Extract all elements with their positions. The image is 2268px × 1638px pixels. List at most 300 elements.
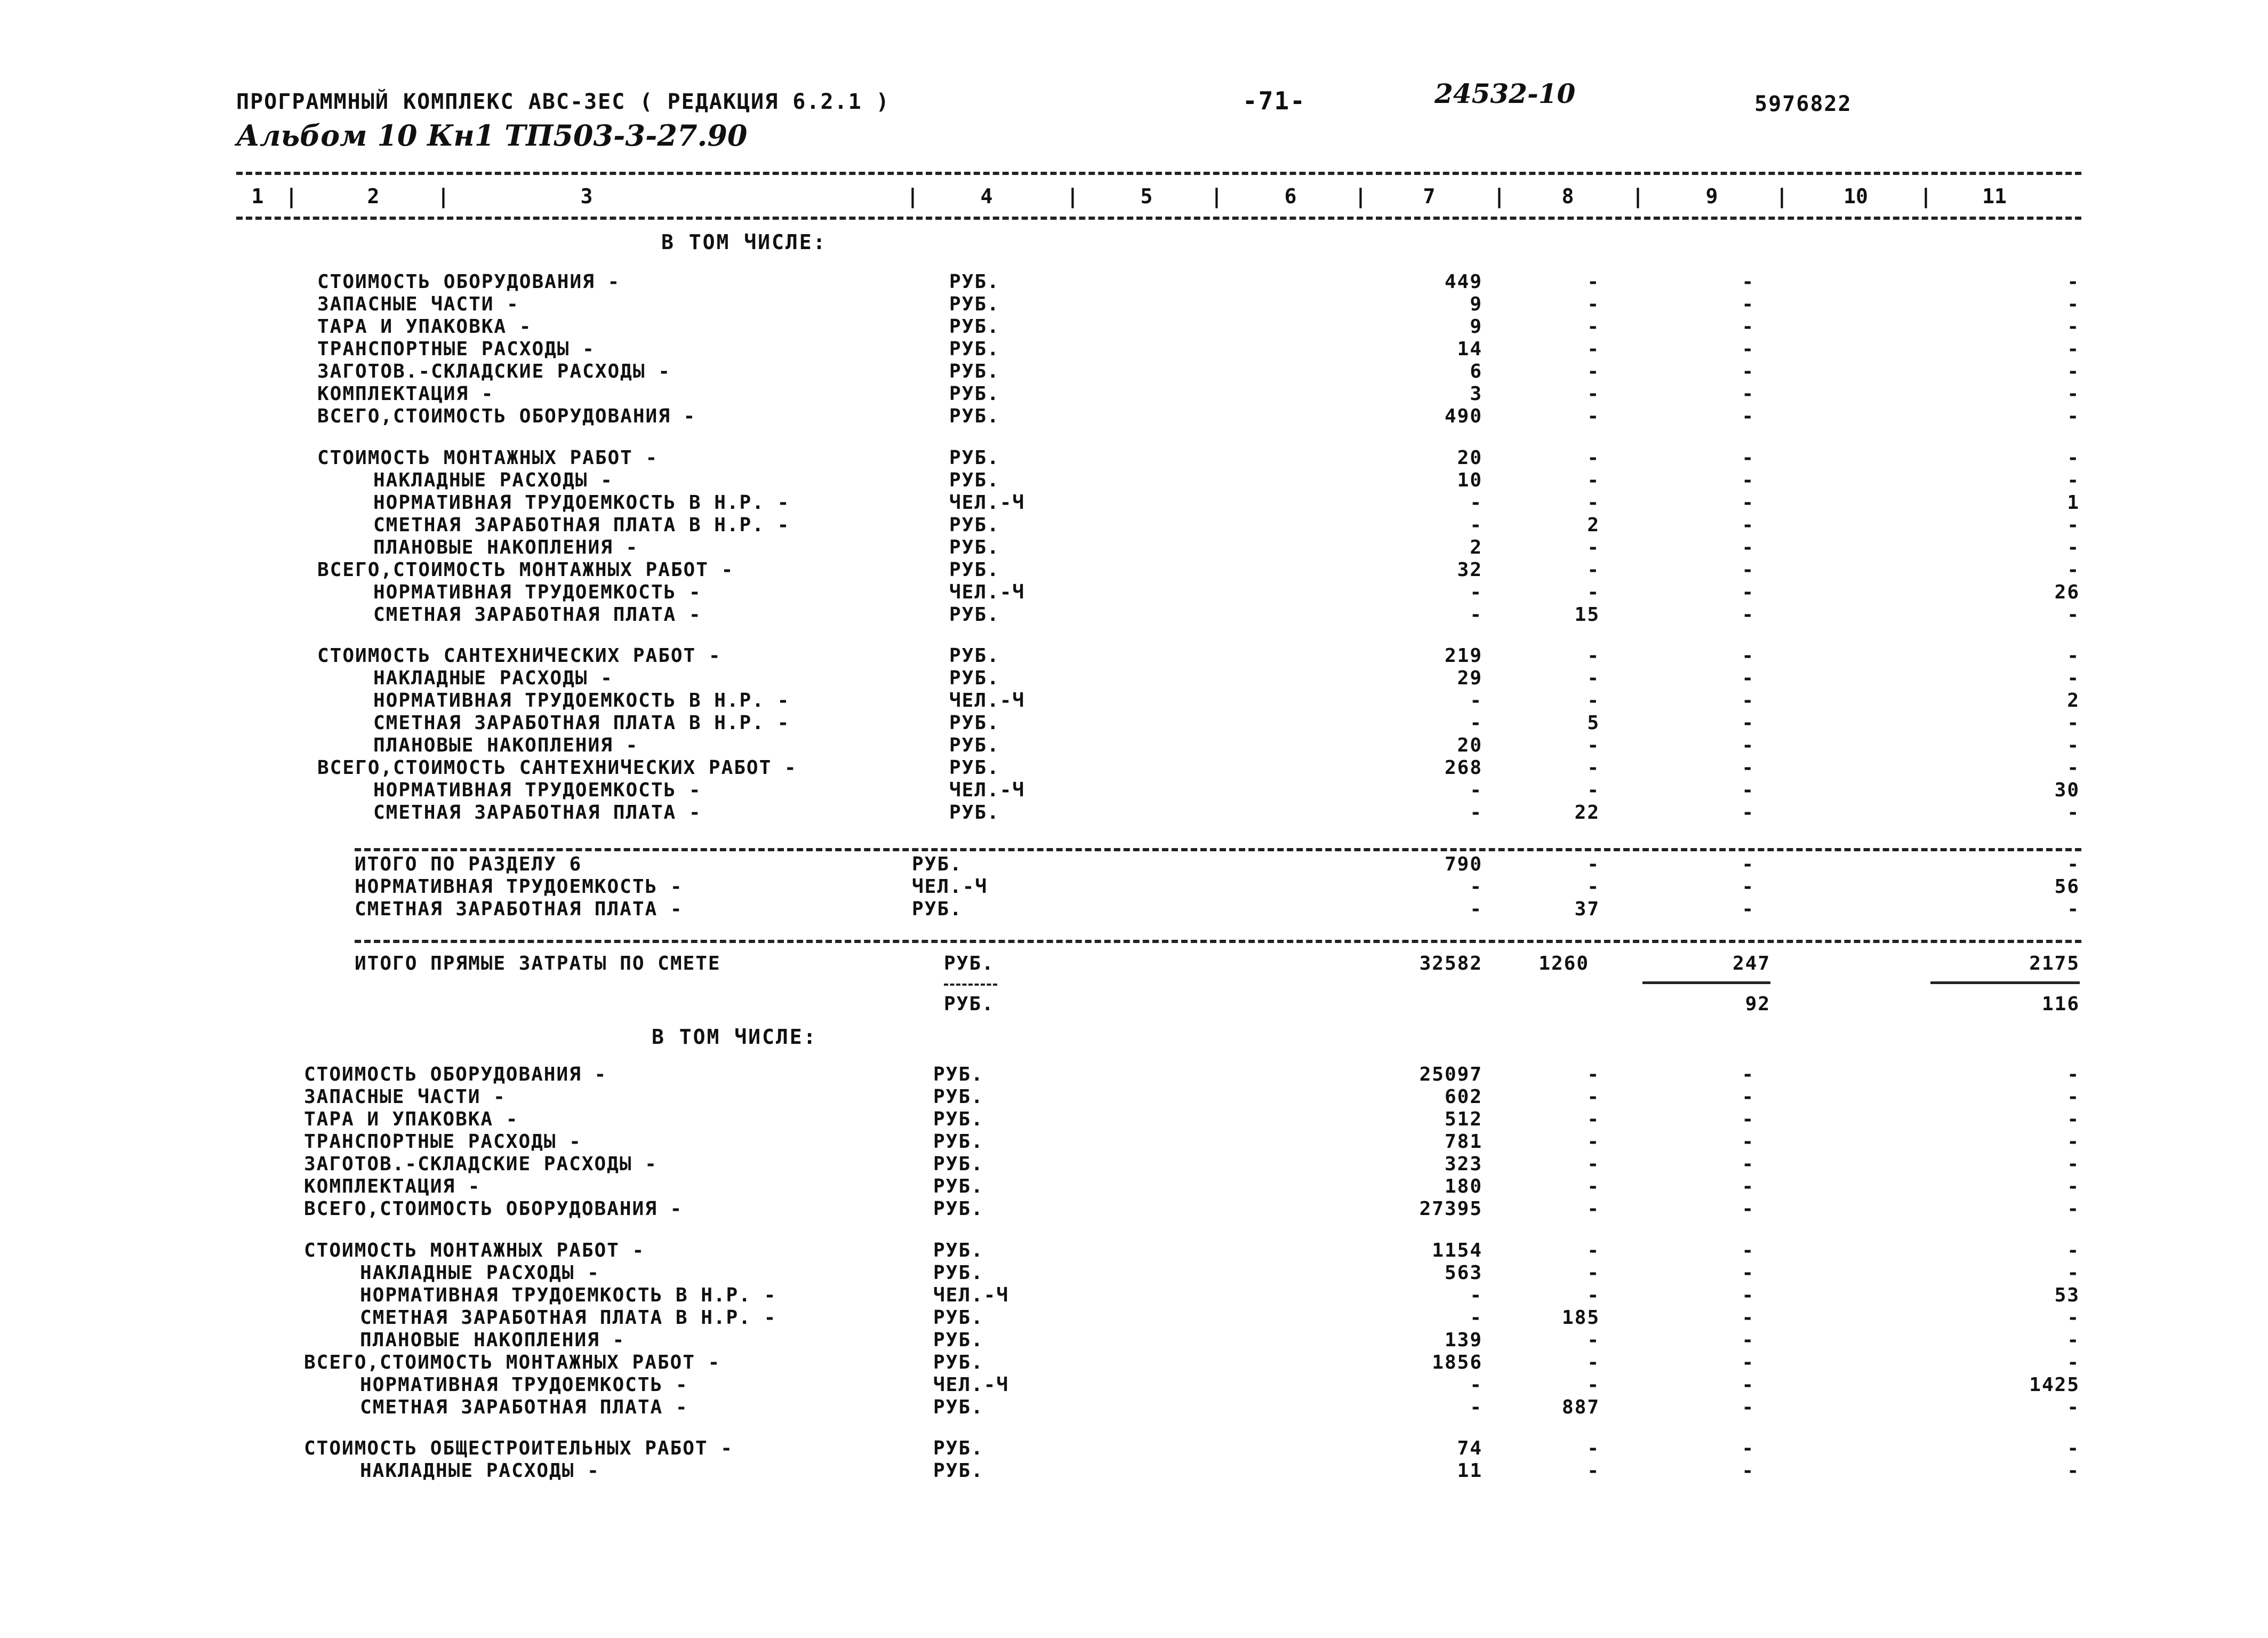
row-label: НАКЛАДНЫЕ РАСХОДЫ - (373, 469, 613, 491)
row-col11: - (2067, 293, 2080, 315)
row-col9: - (1742, 779, 1754, 802)
page-number: -71- (1243, 86, 1306, 115)
row-col7: 2 (1470, 536, 1482, 558)
table-row (0, 581, 2268, 604)
row-col8: - (1587, 1108, 1600, 1130)
row-col11: 2 (2067, 690, 2080, 712)
row-col8: - (1587, 1261, 1600, 1284)
row-col8: - (1587, 1064, 1600, 1085)
table-row (0, 1352, 2268, 1374)
row-col11: - (2067, 1396, 2080, 1418)
table-row (0, 447, 2268, 469)
row-col7: - (1470, 1373, 1482, 1396)
row-label: СМЕТНАЯ ЗАРАБОТНАЯ ПЛАТА В Н.Р. - (373, 514, 790, 536)
row-label: ВСЕГО,СТОИМОСТЬ САНТЕХНИЧЕСКИХ РАБОТ - (317, 757, 797, 779)
column-number: 8 (1561, 185, 1574, 208)
table-row (0, 1198, 2268, 1220)
row-label: СМЕТНАЯ ЗАРАБОТНАЯ ПЛАТА - (355, 898, 683, 920)
direct-total-col7: 32582 (1419, 953, 1482, 974)
row-unit: РУБ. (949, 293, 1000, 315)
row-col9: - (1742, 898, 1754, 920)
direct-total-unit-2: РУБ. (944, 993, 995, 1015)
table-row (0, 316, 2268, 338)
row-col9: - (1742, 853, 1754, 875)
column-separator: | (907, 185, 919, 208)
table-row (0, 1086, 2268, 1108)
row-label: ПЛАНОВЫЕ НАКОПЛЕНИЯ - (373, 536, 639, 558)
row-col7: - (1470, 1306, 1482, 1329)
row-col9: - (1742, 1153, 1754, 1175)
row-col9: - (1742, 271, 1754, 293)
row-label: СТОИМОСТЬ МОНТАЖНЫХ РАБОТ - (304, 1239, 645, 1261)
row-col8: - (1587, 1351, 1600, 1373)
direct-total-row (0, 953, 2268, 975)
row-col11: - (2067, 1329, 2080, 1351)
table-row (0, 469, 2268, 492)
row-col11: - (2067, 1261, 2080, 1284)
direct-total-label: ИТОГО ПРЯМЫЕ ЗАТРАТЫ ПО СМЕТЕ (355, 953, 721, 974)
direct-total-col11: 2175 (2029, 953, 2080, 974)
row-label: НОРМАТИВНАЯ ТРУДОЕМКОСТЬ - (360, 1373, 688, 1396)
row-col9: - (1742, 1131, 1754, 1153)
row-col8: 22 (1574, 802, 1600, 824)
col11-fraction-bar (1930, 981, 2080, 984)
row-col8: - (1587, 316, 1600, 338)
row-col8: - (1587, 1086, 1600, 1108)
row-col11: - (2067, 271, 2080, 293)
row-col11: 30 (2054, 779, 2080, 802)
row-label: НОРМАТИВНАЯ ТРУДОЕМКОСТЬ В Н.Р. - (373, 690, 790, 712)
row-label: КОМПЛЕКТАЦИЯ - (304, 1176, 481, 1197)
row-col7: - (1470, 779, 1482, 802)
table-row (0, 1460, 2268, 1482)
table-row (0, 383, 2268, 405)
row-col7: 449 (1444, 271, 1482, 293)
table-row (0, 712, 2268, 734)
row-col11: - (2067, 1198, 2080, 1220)
row-label: СМЕТНАЯ ЗАРАБОТНАЯ ПЛАТА - (360, 1396, 688, 1418)
row-unit: РУБ. (933, 1460, 984, 1482)
row-col9: - (1742, 876, 1754, 898)
row-label: НАКЛАДНЫЕ РАСХОДЫ - (360, 1261, 600, 1284)
column-number: 11 (1982, 185, 2007, 208)
row-col8: - (1587, 1176, 1600, 1197)
table-row (0, 361, 2268, 383)
row-col9: - (1742, 558, 1754, 581)
column-separator: | (1211, 185, 1223, 208)
row-col7: - (1470, 1396, 1482, 1418)
table-row (0, 338, 2268, 361)
row-label: СТОИМОСТЬ МОНТАЖНЫХ РАБОТ - (317, 446, 659, 469)
row-col9: - (1742, 1460, 1754, 1482)
row-label: ПЛАНОВЫЕ НАКОПЛЕНИЯ - (360, 1329, 626, 1351)
row-label: СТОИМОСТЬ САНТЕХНИЧЕСКИХ РАБОТ - (317, 645, 722, 667)
row-col11: 26 (2054, 581, 2080, 603)
row-col8: - (1587, 338, 1600, 360)
row-col7: 602 (1444, 1086, 1482, 1108)
column-separator: | (1493, 185, 1505, 208)
row-col7: 563 (1444, 1261, 1482, 1284)
column-number: 1 (251, 185, 264, 208)
row-label: НОРМАТИВНАЯ ТРУДОЕМКОСТЬ В Н.Р. - (373, 491, 790, 514)
row-label: ТРАНСПОРТНЫЕ РАСХОДЫ - (304, 1131, 582, 1153)
row-col11: - (2067, 802, 2080, 824)
row-col11: - (2067, 514, 2080, 536)
row-col7: 9 (1470, 316, 1482, 338)
row-col8: - (1587, 1460, 1600, 1482)
row-col7: 27395 (1419, 1198, 1482, 1220)
row-col8: - (1587, 876, 1600, 898)
row-unit: РУБ. (933, 1131, 984, 1153)
unit-fraction-bar (944, 984, 997, 986)
row-unit: ЧЕЛ.-Ч (933, 1373, 1009, 1396)
row-col7: - (1470, 690, 1482, 712)
row-unit: РУБ. (933, 1396, 984, 1418)
direct-total-col8: 1260 (1538, 953, 1589, 974)
row-col8: - (1587, 779, 1600, 802)
row-col11: - (2067, 383, 2080, 405)
table-row (0, 1374, 2268, 1396)
column-number: 10 (1844, 185, 1868, 208)
table-row (0, 1262, 2268, 1284)
row-col7: - (1470, 603, 1482, 626)
row-unit: ЧЕЛ.-Ч (949, 690, 1025, 712)
column-number: 2 (367, 185, 380, 208)
row-unit: РУБ. (949, 536, 1000, 558)
column-separator: | (1632, 185, 1644, 208)
row-col7: 180 (1444, 1176, 1482, 1197)
row-col11: - (2067, 1437, 2080, 1460)
row-label: СМЕТНАЯ ЗАРАБОТНАЯ ПЛАТА В Н.Р. - (373, 712, 790, 734)
row-col7: - (1470, 581, 1482, 603)
row-col11: - (2067, 1153, 2080, 1175)
row-col8: - (1587, 293, 1600, 315)
row-unit: РУБ. (912, 898, 963, 920)
row-col9: - (1742, 446, 1754, 469)
row-col7: 512 (1444, 1108, 1482, 1130)
row-col8: - (1587, 1284, 1600, 1306)
row-col7: - (1470, 712, 1482, 734)
row-col8: - (1587, 1153, 1600, 1175)
row-col11: 53 (2054, 1284, 2080, 1306)
row-unit: РУБ. (949, 271, 1000, 293)
table-row (0, 802, 2268, 824)
row-label: ЗАГОТОВ.-СКЛАДСКИЕ РАСХОДЫ - (317, 361, 671, 382)
table-row (0, 757, 2268, 779)
row-col9: - (1742, 1176, 1754, 1197)
row-col7: 11 (1457, 1460, 1482, 1482)
row-col8: 2 (1587, 514, 1600, 536)
row-col8: - (1587, 667, 1600, 690)
row-col11: - (2067, 898, 2080, 920)
row-unit: ЧЕЛ.-Ч (912, 876, 988, 898)
row-unit: РУБ. (933, 1153, 984, 1175)
row-unit: РУБ. (933, 1329, 984, 1351)
row-col9: - (1742, 514, 1754, 536)
row-col9: - (1742, 603, 1754, 626)
row-col8: - (1587, 536, 1600, 558)
row-col11: - (2067, 1064, 2080, 1085)
table-row (0, 853, 2268, 876)
row-col7: 323 (1444, 1153, 1482, 1175)
row-col8: - (1587, 558, 1600, 581)
row-col9: - (1742, 1329, 1754, 1351)
row-label: СМЕТНАЯ ЗАРАБОТНАЯ ПЛАТА - (373, 603, 702, 626)
row-col8: - (1587, 271, 1600, 293)
row-col9: - (1742, 1373, 1754, 1396)
column-separator: | (1355, 185, 1367, 208)
table-row (0, 690, 2268, 712)
row-unit: ЧЕЛ.-Ч (949, 491, 1025, 514)
table-row (0, 1437, 2268, 1460)
row-col8: - (1587, 383, 1600, 405)
row-col7: 32 (1457, 558, 1482, 581)
row-col8: 5 (1587, 712, 1600, 734)
header-bottom-rule (236, 217, 2081, 220)
row-col9: - (1742, 1064, 1754, 1085)
column-number: 5 (1140, 185, 1153, 208)
row-label: СТОИМОСТЬ ОБЩЕСТРОИТЕЛЬНЫХ РАБОТ - (304, 1437, 733, 1460)
row-label: ЗАПАСНЫЕ ЧАСТИ - (304, 1086, 506, 1108)
row-unit: РУБ. (949, 446, 1000, 469)
row-col7: 790 (1444, 853, 1482, 875)
row-col7: 6 (1470, 361, 1482, 382)
row-unit: РУБ. (949, 316, 1000, 338)
row-col9: - (1742, 645, 1754, 667)
row-label: ЗАГОТОВ.-СКЛАДСКИЕ РАСХОДЫ - (304, 1153, 658, 1175)
row-label: ПЛАНОВЫЕ НАКОПЛЕНИЯ - (373, 734, 639, 757)
column-separator: | (1776, 185, 1788, 208)
table-row (0, 645, 2268, 667)
row-unit: РУБ. (949, 734, 1000, 757)
column-number: 7 (1423, 185, 1436, 208)
row-label: ТАРА И УПАКОВКА - (317, 316, 532, 338)
section-heading-a: В ТОМ ЧИСЛЕ: (661, 230, 827, 254)
row-col11: - (2067, 1108, 2080, 1130)
row-unit: РУБ. (949, 514, 1000, 536)
direct-total-unit: РУБ. (944, 953, 995, 974)
row-col11: - (2067, 853, 2080, 875)
row-col11: 1 (2067, 491, 2080, 514)
table-row (0, 734, 2268, 757)
row-col11: - (2067, 558, 2080, 581)
table-row (0, 405, 2268, 428)
row-col11: - (2067, 1351, 2080, 1373)
row-col7: 20 (1457, 446, 1482, 469)
row-label: НОРМАТИВНАЯ ТРУДОЕМКОСТЬ - (373, 581, 702, 603)
row-label: НАКЛАДНЫЕ РАСХОДЫ - (360, 1460, 600, 1482)
table-row (0, 1329, 2268, 1352)
row-unit: РУБ. (949, 558, 1000, 581)
row-col9: - (1742, 1198, 1754, 1220)
row-col9: - (1742, 1108, 1754, 1130)
section-total-top-rule (355, 848, 2081, 851)
column-number: 4 (980, 185, 993, 208)
row-label: ВСЕГО,СТОИМОСТЬ ОБОРУДОВАНИЯ - (304, 1198, 683, 1220)
row-col9: - (1742, 1351, 1754, 1373)
row-col11: - (2067, 734, 2080, 757)
column-number: 3 (580, 185, 593, 208)
row-col11: - (2067, 1306, 2080, 1329)
direct-total-col9-2: 92 (1745, 993, 1770, 1015)
row-unit: РУБ. (933, 1351, 984, 1373)
table-row (0, 1396, 2268, 1419)
column-number: 6 (1284, 185, 1297, 208)
row-col9: - (1742, 1261, 1754, 1284)
row-col11: 1425 (2029, 1373, 2080, 1396)
direct-total-row-2 (0, 993, 2268, 1016)
row-unit: РУБ. (933, 1306, 984, 1329)
row-col7: - (1470, 802, 1482, 824)
row-col11: - (2067, 316, 2080, 338)
row-col11: - (2067, 757, 2080, 779)
row-col9: - (1742, 338, 1754, 360)
table-row (0, 514, 2268, 537)
table-row (0, 604, 2268, 626)
row-col8: 15 (1574, 603, 1600, 626)
row-unit: РУБ. (933, 1239, 984, 1261)
row-col9: - (1742, 383, 1754, 405)
row-col11: - (2067, 1239, 2080, 1261)
album-reference: Альбом 10 Кн1 ТП503-3-27.90 (236, 118, 748, 153)
row-col9: - (1742, 734, 1754, 757)
table-row (0, 1064, 2268, 1086)
row-unit: РУБ. (933, 1198, 984, 1220)
row-col9: - (1742, 667, 1754, 690)
row-label: СТОИМОСТЬ ОБОРУДОВАНИЯ - (304, 1064, 607, 1085)
row-col7: 268 (1444, 757, 1482, 779)
table-row (0, 1284, 2268, 1307)
row-col8: 37 (1574, 898, 1600, 920)
row-col9: - (1742, 802, 1754, 824)
row-unit: ЧЕЛ.-Ч (949, 581, 1025, 603)
row-unit: РУБ. (933, 1176, 984, 1197)
row-col11: - (2067, 645, 2080, 667)
row-label: ВСЕГО,СТОИМОСТЬ МОНТАЖНЫХ РАБОТ - (304, 1351, 721, 1373)
row-col9: - (1742, 1239, 1754, 1261)
row-col8: - (1587, 1131, 1600, 1153)
row-unit: РУБ. (933, 1086, 984, 1108)
row-col11: 56 (2054, 876, 2080, 898)
column-separator: | (285, 185, 298, 208)
row-col8: - (1587, 853, 1600, 875)
row-col11: - (2067, 469, 2080, 491)
row-col8: - (1587, 1373, 1600, 1396)
row-unit: РУБ. (933, 1437, 984, 1460)
table-row (0, 1108, 2268, 1131)
row-col9: - (1742, 712, 1754, 734)
row-label: ТРАНСПОРТНЫЕ РАСХОДЫ - (317, 338, 595, 360)
row-col8: - (1587, 469, 1600, 491)
row-unit: РУБ. (912, 853, 963, 875)
row-col7: - (1470, 1284, 1482, 1306)
row-col9: - (1742, 536, 1754, 558)
row-col11: - (2067, 1176, 2080, 1197)
row-col9: - (1742, 1437, 1754, 1460)
row-col9: - (1742, 690, 1754, 712)
row-unit: РУБ. (949, 603, 1000, 626)
row-col8: - (1587, 581, 1600, 603)
row-unit: РУБ. (949, 405, 1000, 427)
row-unit: РУБ. (949, 802, 1000, 824)
table-row (0, 1153, 2268, 1176)
row-col9: - (1742, 1306, 1754, 1329)
column-separator: | (1920, 185, 1932, 208)
row-col7: - (1470, 514, 1482, 536)
row-col11: - (2067, 536, 2080, 558)
table-row (0, 1176, 2268, 1198)
row-unit: РУБ. (949, 469, 1000, 491)
table-row (0, 492, 2268, 514)
table-row (0, 537, 2268, 559)
row-col7: 139 (1444, 1329, 1482, 1351)
table-row (0, 876, 2268, 898)
row-col8: - (1587, 1437, 1600, 1460)
document-code: 24532-10 (1434, 78, 1576, 109)
document-number: 5976822 (1754, 92, 1852, 116)
row-col9: - (1742, 1086, 1754, 1108)
row-col11: - (2067, 338, 2080, 360)
row-unit: РУБ. (949, 667, 1000, 690)
row-col7: 490 (1444, 405, 1482, 427)
row-label: НАКЛАДНЫЕ РАСХОДЫ - (373, 667, 613, 690)
table-row (0, 559, 2268, 581)
row-col7: - (1470, 876, 1482, 898)
row-col9: - (1742, 1396, 1754, 1418)
row-unit: РУБ. (949, 361, 1000, 382)
row-col7: - (1470, 491, 1482, 514)
row-col8: 887 (1561, 1396, 1600, 1418)
row-label: СТОИМОСТЬ ОБОРУДОВАНИЯ - (317, 271, 621, 293)
col9-fraction-bar (1642, 981, 1770, 984)
row-col7: 20 (1457, 734, 1482, 757)
row-unit: РУБ. (933, 1108, 984, 1130)
row-col9: - (1742, 316, 1754, 338)
row-col7: 25097 (1419, 1064, 1482, 1085)
row-unit: ЧЕЛ.-Ч (949, 779, 1025, 802)
row-col7: 10 (1457, 469, 1482, 491)
row-col11: - (2067, 361, 2080, 382)
row-col8: - (1587, 405, 1600, 427)
row-col9: - (1742, 1284, 1754, 1306)
row-col7: 219 (1444, 645, 1482, 667)
table-row (0, 1131, 2268, 1153)
direct-total-col9: 247 (1732, 953, 1770, 974)
row-col7: 14 (1457, 338, 1482, 360)
row-label: ВСЕГО,СТОИМОСТЬ ОБОРУДОВАНИЯ - (317, 405, 696, 427)
row-col8: - (1587, 1239, 1600, 1261)
row-label: СМЕТНАЯ ЗАРАБОТНАЯ ПЛАТА - (373, 802, 702, 824)
row-unit: РУБ. (933, 1064, 984, 1085)
table-row (0, 667, 2268, 690)
section-total-bottom-rule (355, 940, 2081, 943)
row-col8: - (1587, 690, 1600, 712)
row-col11: - (2067, 712, 2080, 734)
row-col7: 781 (1444, 1131, 1482, 1153)
row-col9: - (1742, 757, 1754, 779)
row-col8: - (1587, 757, 1600, 779)
row-unit: РУБ. (949, 757, 1000, 779)
row-col7: 29 (1457, 667, 1482, 690)
row-label: ИТОГО ПО РАЗДЕЛУ 6 (355, 853, 582, 875)
row-col11: - (2067, 1086, 2080, 1108)
column-separator: | (1067, 185, 1079, 208)
row-col9: - (1742, 361, 1754, 382)
row-col8: - (1587, 361, 1600, 382)
row-col11: - (2067, 603, 2080, 626)
row-col7: - (1470, 898, 1482, 920)
direct-total-col11-2: 116 (2041, 993, 2080, 1015)
